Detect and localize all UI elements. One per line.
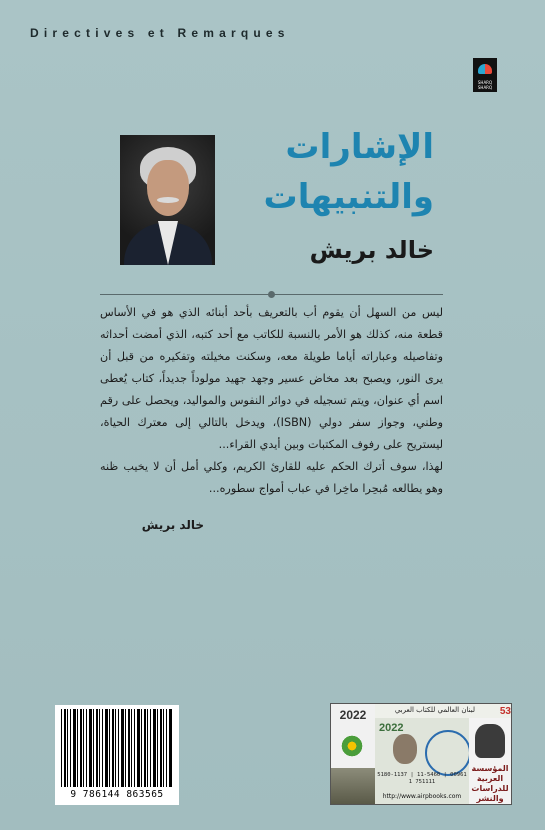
divider-dot <box>268 291 275 298</box>
stamp-icon <box>425 730 471 776</box>
author-photo <box>120 135 215 265</box>
blurb-text <box>100 302 443 500</box>
sticker-top-text: لبنان العالمي للكتاب العربي <box>394 706 475 714</box>
sticker-contact: 5180-1137 | 11-5460 | 00961 1 751111 <box>377 772 467 785</box>
blurb-paragraph-1: ليس من السهل أن يقوم أب بالتعريف بأحد أبنائه الذي هو في الأساس قطعة منه، كذلك هو الأمر بالنسبة للكاتب مع أحد كتبه، الذي أمضت أحداثه وتفاصيله وعباراته أياما طويلة معه، وسكنت مخيلته وتفكيره من قبل أن يرى النور، ويصبح بعد مخاض عسير وجهد جهيد مولوداً جديداً، كتاب يُعطى اسم أي عنوان، ويتم تسجيله في دوائر النفوس والمواليد، ويحصل على رقم وطني، وجواز سفر دولي (ISBN)، ويدخل بالتالي إلى معترك الحياة، ليستريح على رفوف المكتبات وبين أيدي القراء... <box>100 306 444 451</box>
sticker-website: http://www.airpbooks.com <box>382 793 462 800</box>
sticker-year-left: 2022 <box>339 708 367 722</box>
book-title-line2: والتنبيهات <box>263 177 434 217</box>
blurb-signature: خالد بريش <box>141 518 204 532</box>
publisher-logo-icon <box>478 64 492 74</box>
horse-logo-icon <box>475 724 505 758</box>
book-title-line1: الإشارات <box>285 127 434 167</box>
sticker-left-panel <box>331 704 375 804</box>
barcode-bars <box>61 709 173 787</box>
publisher-logo <box>473 58 497 92</box>
flower-icon <box>340 734 364 758</box>
series-title: Directives et Remarques <box>30 26 290 40</box>
isbn-number: 9 786144 863565 <box>70 789 164 800</box>
sticker-year-middle: 2022 <box>379 722 404 734</box>
blurb-paragraph-2: لهذا، سوف أترك الحكم عليه للقارئ الكريم، وكلي أمل أن لا يخيب ظنه وهو يطالعه مُبحِرا ماخِرا في عباب أمواج سطوره... <box>100 460 443 495</box>
sticker-street-photo <box>331 768 375 804</box>
book-fair-sticker <box>330 703 512 805</box>
sticker-portrait <box>393 734 417 764</box>
barcode <box>55 705 179 805</box>
sticker-publisher-name: المؤسسة العربية للدراسات والنشر <box>471 764 509 803</box>
sticker-price: 53 <box>499 706 511 717</box>
author-name: خالد بريش <box>309 236 434 264</box>
publisher-logo-text: SHARQ SHARQ <box>477 80 493 90</box>
